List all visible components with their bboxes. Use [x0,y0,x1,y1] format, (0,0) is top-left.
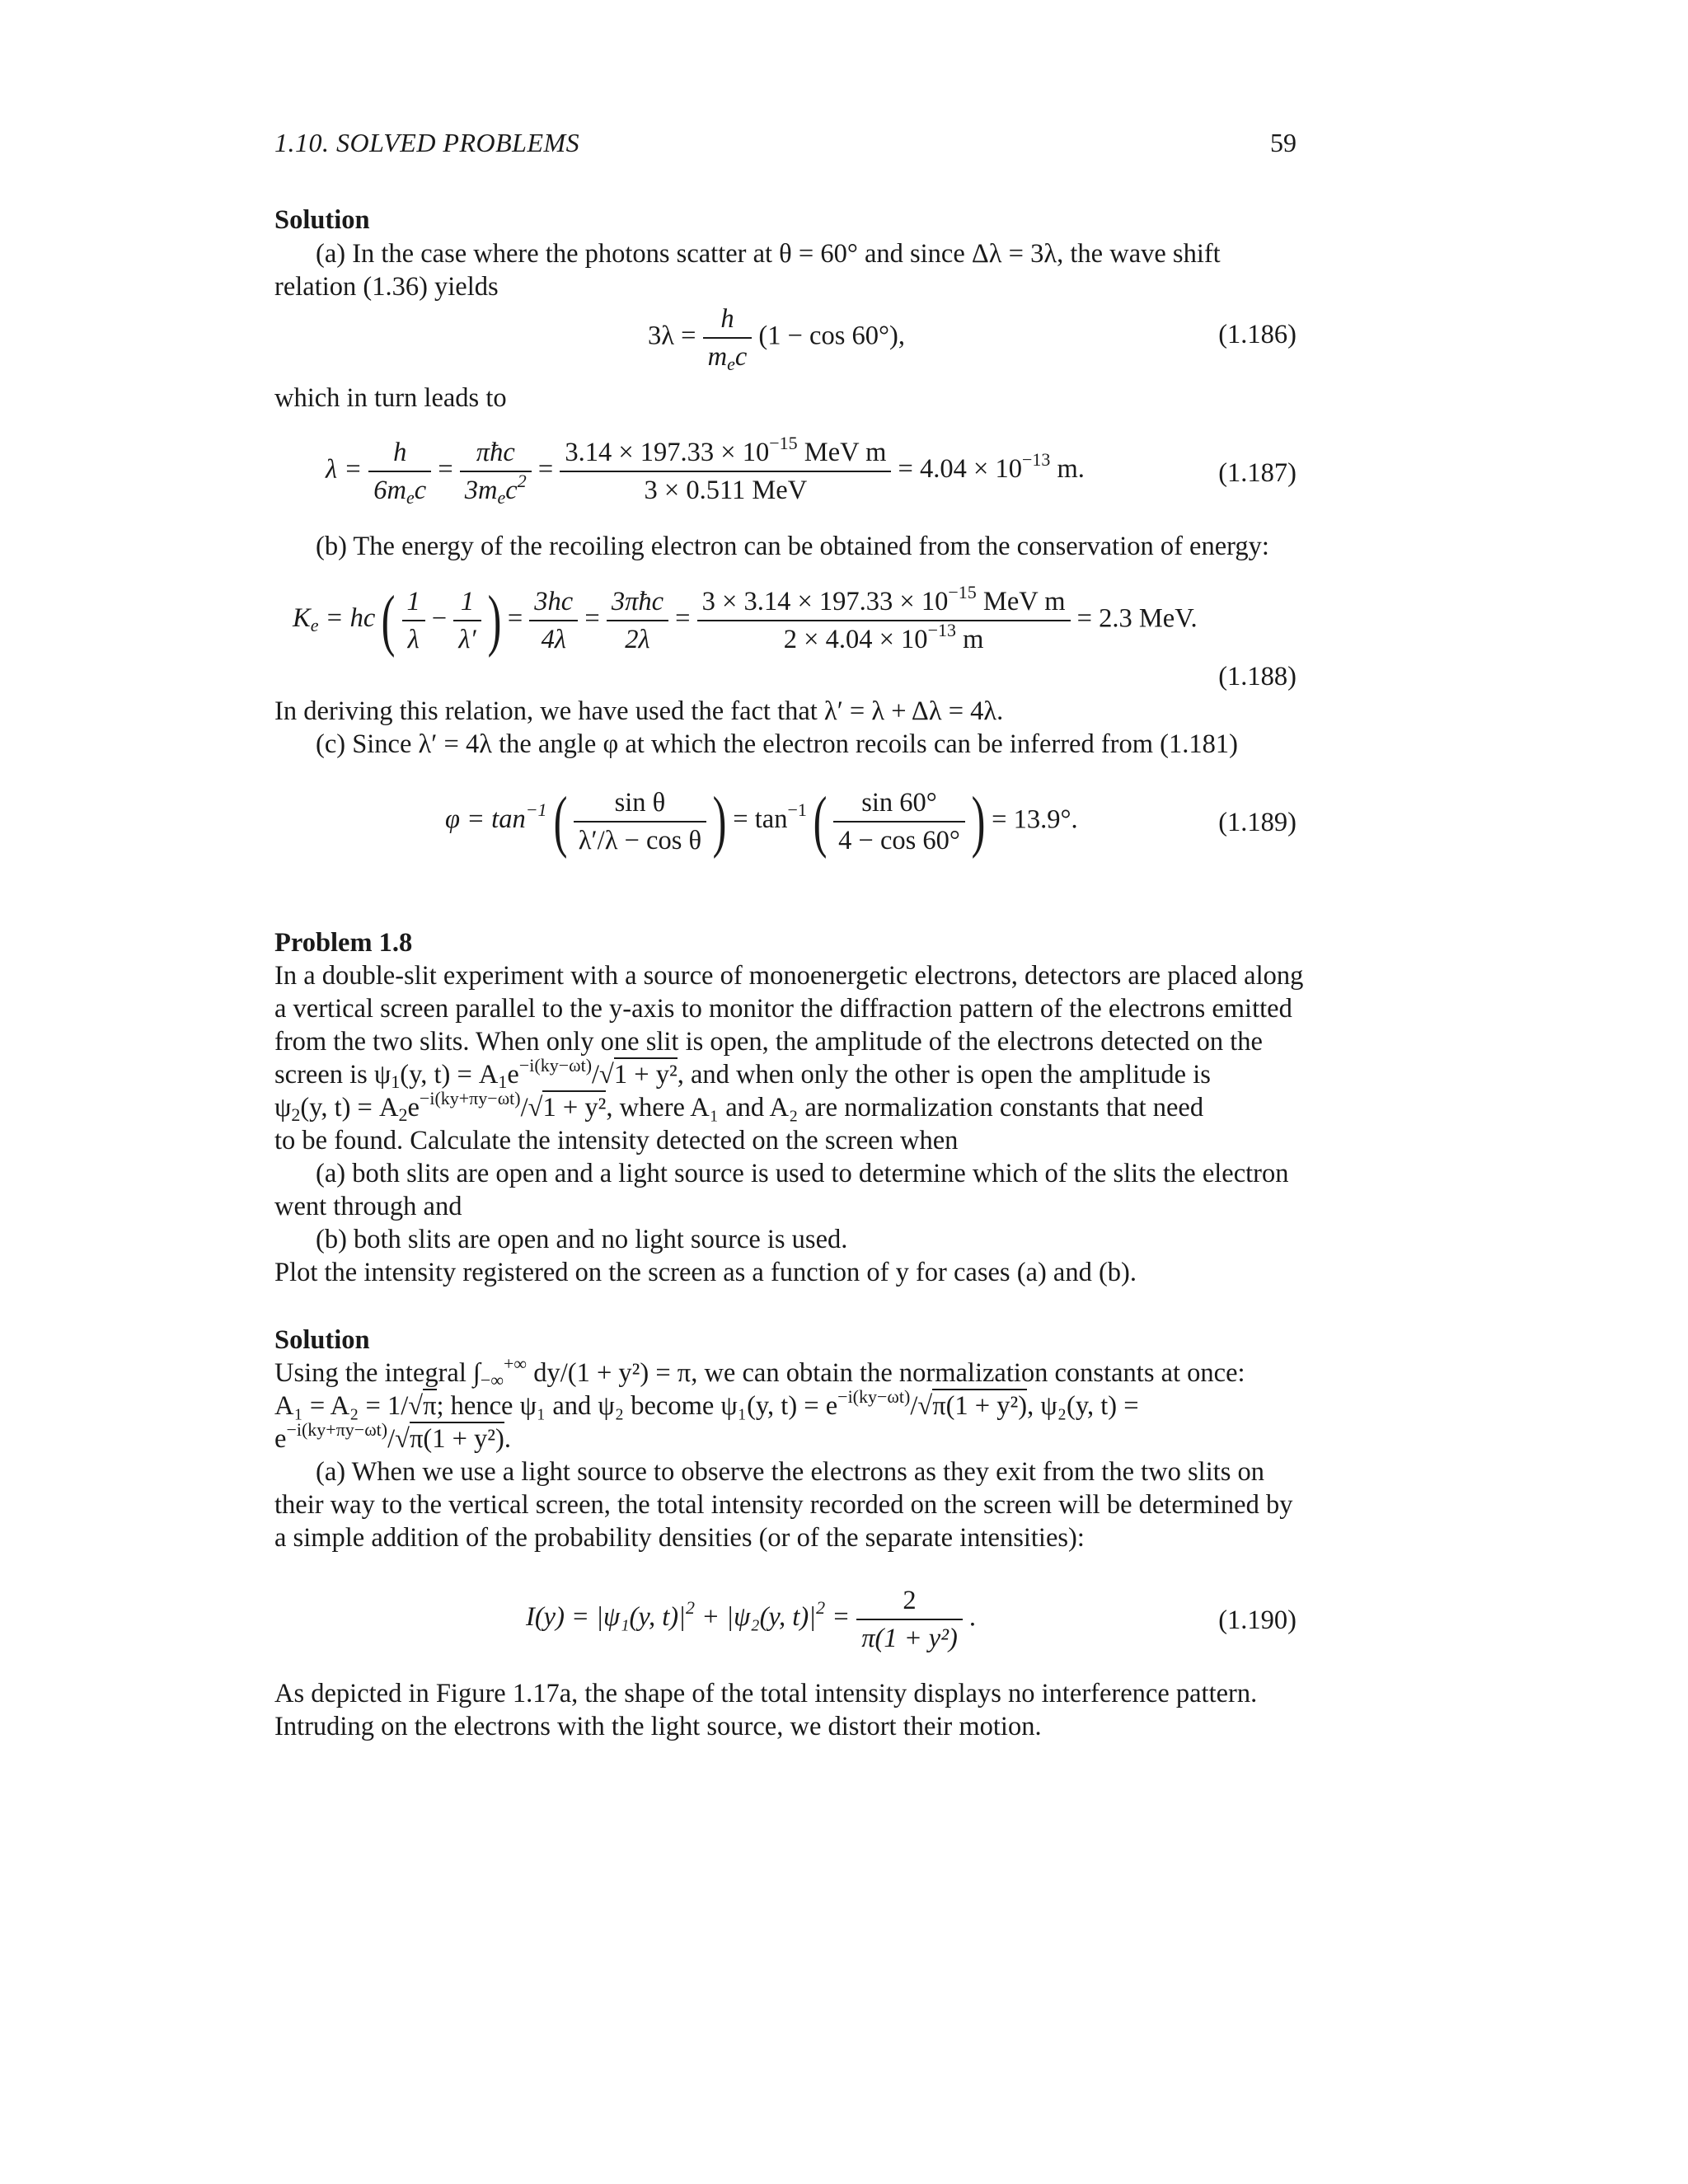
text-line-psi1 [274,1055,1296,1092]
den-tail: m [955,625,984,654]
solution-heading: Solution [274,1325,370,1355]
equals: = [537,454,554,485]
fraction-numerator: πħc [460,434,532,472]
rhs-part: = 4.04 × 10 [898,454,1022,485]
sqrt-arg: π(1 + y²) [932,1389,1027,1421]
fraction-numerator: 2 [856,1582,963,1620]
equation-1-190 [526,1582,976,1657]
fraction-denominator [460,472,532,509]
equation-1-188 [293,583,1198,658]
text-line: (a) When we use a light source to observe the electrons as they exit from the two slits on [316,1457,1265,1487]
fraction [574,785,706,859]
solution-closing [274,1677,1296,1743]
fraction-denominator [697,621,1071,658]
eq-mid [733,799,807,835]
mid-sup: −1 [787,799,807,821]
fraction-numerator: 1 [402,583,425,621]
period: . [968,1602,977,1633]
sup: −i(ky−ωt) [518,1055,593,1076]
fraction-denominator: 4 − cos 60° [838,826,960,855]
num-sup: −15 [769,433,798,453]
sub: 1 [498,1071,508,1092]
seg: e [407,1093,420,1122]
lhs-tail: = hc [318,603,376,634]
text-line: Intruding on the electrons with the light source, we distort their motion. [274,1712,1042,1741]
num-sup: −15 [948,582,977,602]
seg: , ψ₂(y, t) = [1027,1391,1139,1421]
eq-lhs [445,799,547,835]
solution-part-a [274,237,1296,303]
den-sub: e [727,354,735,374]
num-part: 3.14 × 197.33 × 10 [565,438,770,467]
equation-number: (1.188) [1218,662,1296,691]
problem-heading: Problem 1.8 [274,928,413,958]
seg: , where A₁ and A₂ are normalization constants that need [606,1093,1204,1122]
eq-lhs [526,1597,851,1633]
seg: /√ [520,1093,543,1122]
num-tail: MeV m [976,587,1066,616]
seg: /√ [387,1424,410,1454]
text-line: In a double-slit experiment with a source of monoenergetic electrons, detectors are placed along [274,961,1304,991]
seg: /√ [592,1060,614,1090]
solution-normalization [274,1353,1296,1554]
fraction-denominator: λ′/λ − cos θ [578,826,702,855]
text-line-psi2 [274,1088,1296,1125]
den-sub: e [497,487,506,508]
text-line: (b) The energy of the recoiling electron can be obtained from the conservation of energy: [316,532,1269,561]
sup: −i(ky−ωt) [837,1386,911,1407]
lhs-part: I(y) = |ψ₁(y, t)| [526,1602,686,1633]
running-header [274,126,1296,162]
den-part: 3m [464,476,498,505]
lower-limit: −∞ [480,1370,504,1390]
section-title: 1.10. SOLVED PROBLEMS [274,128,580,157]
den-sup: −13 [927,620,956,640]
equation-number: (1.190) [1218,1605,1296,1635]
minus: − [431,603,448,634]
seg: (y, t) = A [400,1060,499,1090]
equals: = [438,454,453,485]
fraction [703,301,753,375]
eq-rhs: (1 − cos 60°), [758,321,905,351]
seg: /√ [910,1391,933,1421]
equation-1-189 [445,785,1078,859]
fraction [529,583,578,658]
text-line: a vertical screen parallel to the y-axis to monitor the diffraction pattern of the electrons emitted [274,994,1292,1024]
sup: −i(ky+πy−ωt) [419,1088,521,1108]
equation-number: (1.187) [1218,458,1296,488]
den-sub: e [406,487,415,508]
fraction-numerator: 3hc [529,583,578,621]
left-paren: ( [553,783,568,860]
equation-1-187 [326,434,1085,509]
seg: Using the integral ∫ [274,1358,481,1388]
left-paren: ( [813,783,828,860]
seg: ψ [274,1093,292,1122]
rhs-sup: −13 [1021,449,1051,471]
text-line: (a) In the case where the photons scatter at θ = 60° and since Δλ = 3λ, the wave shift [316,239,1221,269]
text-line: their way to the vertical screen, the total intensity recorded on the screen will be determined by [274,1490,1293,1520]
right-paren: ) [971,783,986,860]
fraction [460,434,532,509]
eq-rhs: = 13.9°. [992,804,1078,835]
fraction-numerator: h [703,301,753,339]
text-line: relation (1.36) yields [274,272,499,302]
seg: . [504,1424,512,1454]
eq-lhs [293,603,376,636]
equals: = [507,603,523,634]
fraction-numerator: 3πħc [607,583,668,621]
solution-heading: Solution [274,205,370,235]
eq-rhs: = 2.3 MeV. [1076,603,1198,634]
fraction-numerator: 1 [453,583,481,621]
fraction-numerator [560,434,891,472]
lhs-mid: + |ψ₂(y, t)| [694,1602,817,1633]
fraction [453,583,481,658]
den-tail: c [414,476,427,505]
fraction-denominator: 2λ [625,625,650,654]
seg: e [507,1060,519,1090]
eq-lhs: λ = [326,454,363,485]
den-tail: c [505,476,518,505]
den-sup: 2 [517,471,527,491]
lhs-sup: 2 [816,1597,826,1619]
fraction [402,583,425,658]
eq-rhs [898,449,1085,485]
fraction [607,583,668,658]
right-paren: ) [487,582,502,658]
fraction [560,434,891,509]
den-part: 2 × 4.04 × 10 [783,625,928,654]
den-tail: c [734,342,748,372]
upper-limit: +∞ [504,1353,528,1374]
text-line: (c) Since λ′ = 4λ the angle φ at which the electron recoils can be inferred from (1.181) [316,729,1238,759]
left-paren: ( [382,582,396,658]
lhs-part: K [293,603,311,634]
text-line: went through and [274,1192,462,1221]
text-line: to be found. Calculate the intensity detected on the screen when [274,1126,959,1155]
problem-statement [274,959,1304,1289]
fraction [697,583,1071,658]
text-line: (b) both slits are open and no light source is used. [316,1225,848,1254]
text-line: (a) both slits are open and a light source is used to determine which of the slits the electron [316,1159,1289,1188]
equals: = [584,603,600,634]
seg: ; hence ψ₁ and ψ₂ become ψ₁(y, t) = e [436,1391,838,1421]
lhs-sup: 2 [685,1597,695,1619]
sqrt-arg: 1 + y² [614,1057,678,1090]
den-part: 6m [373,476,406,505]
page-number: 59 [1270,128,1296,157]
fraction-denominator: 3 × 0.511 MeV [644,476,808,505]
num-tail: MeV m [797,438,887,467]
seg: dy/(1 + y²) = π, we can obtain the normalization constants at once: [527,1358,1245,1388]
den-part: m [707,342,728,372]
text-line-constants [274,1386,1296,1422]
equals: = [825,1602,851,1633]
fraction-numerator [697,583,1071,621]
sup: −i(ky+πy−ωt) [286,1419,388,1440]
equation-number: (1.189) [1218,808,1296,837]
equation-1-186 [648,301,905,375]
sub: 1 [391,1071,401,1092]
equation-number: (1.186) [1218,320,1296,349]
eq-lhs: 3λ = [648,321,696,351]
text-line-integral [274,1353,1296,1390]
text-line: which in turn leads to [274,383,507,413]
text-line: As depicted in Figure 1.17a, the shape of the total intensity displays no interference pattern. [274,1679,1258,1708]
fraction-denominator [368,472,431,509]
text-line: from the two slits. When only one slit is open, the amplitude of the electrons detected on the [274,1027,1263,1057]
equals: = [675,603,691,634]
text-line: In deriving this relation, we have used the fact that λ′ = λ + Δλ = 4λ. [274,696,1004,726]
fraction-numerator: sin 60° [833,785,965,823]
seg: e [274,1424,287,1454]
right-paren: ) [712,783,727,860]
fraction-numerator: h [368,434,431,472]
fraction [856,1582,963,1657]
fraction [368,434,431,509]
text-line: a simple addition of the probability densities (or of the separate intensities): [274,1523,1085,1553]
text-line-psi2 [274,1419,1296,1455]
fraction-denominator [703,339,753,375]
mid-part: = tan [733,804,788,835]
fraction-numerator: sin θ [574,785,706,823]
text-line: Plot the intensity registered on the screen as a function of y for cases (a) and (b). [274,1258,1137,1287]
sqrt-arg: π [423,1389,436,1421]
sqrt-arg: 1 + y² [542,1090,606,1122]
fraction-denominator: λ [407,625,420,654]
fraction [833,785,965,859]
seg: A₁ = A₂ = 1/√ [274,1391,424,1421]
fraction-denominator: π(1 + y²) [861,1624,958,1653]
seg: (y, t) = A [300,1093,399,1122]
rhs-tail: m. [1050,454,1085,485]
num-part: 3 × 3.14 × 197.33 × 10 [701,587,949,616]
lhs-part: φ = tan [445,804,526,835]
seg: screen is ψ [274,1060,392,1090]
lhs-sub: e [310,615,319,636]
fraction-denominator: λ′ [458,625,476,654]
fraction-denominator: 4λ [541,625,566,654]
lhs-sup: −1 [525,799,547,821]
sqrt-arg: π(1 + y²) [410,1422,504,1454]
sub: 2 [398,1104,408,1125]
seg: , and when only the other is open the amplitude is [677,1060,1211,1090]
sub: 2 [291,1104,301,1125]
